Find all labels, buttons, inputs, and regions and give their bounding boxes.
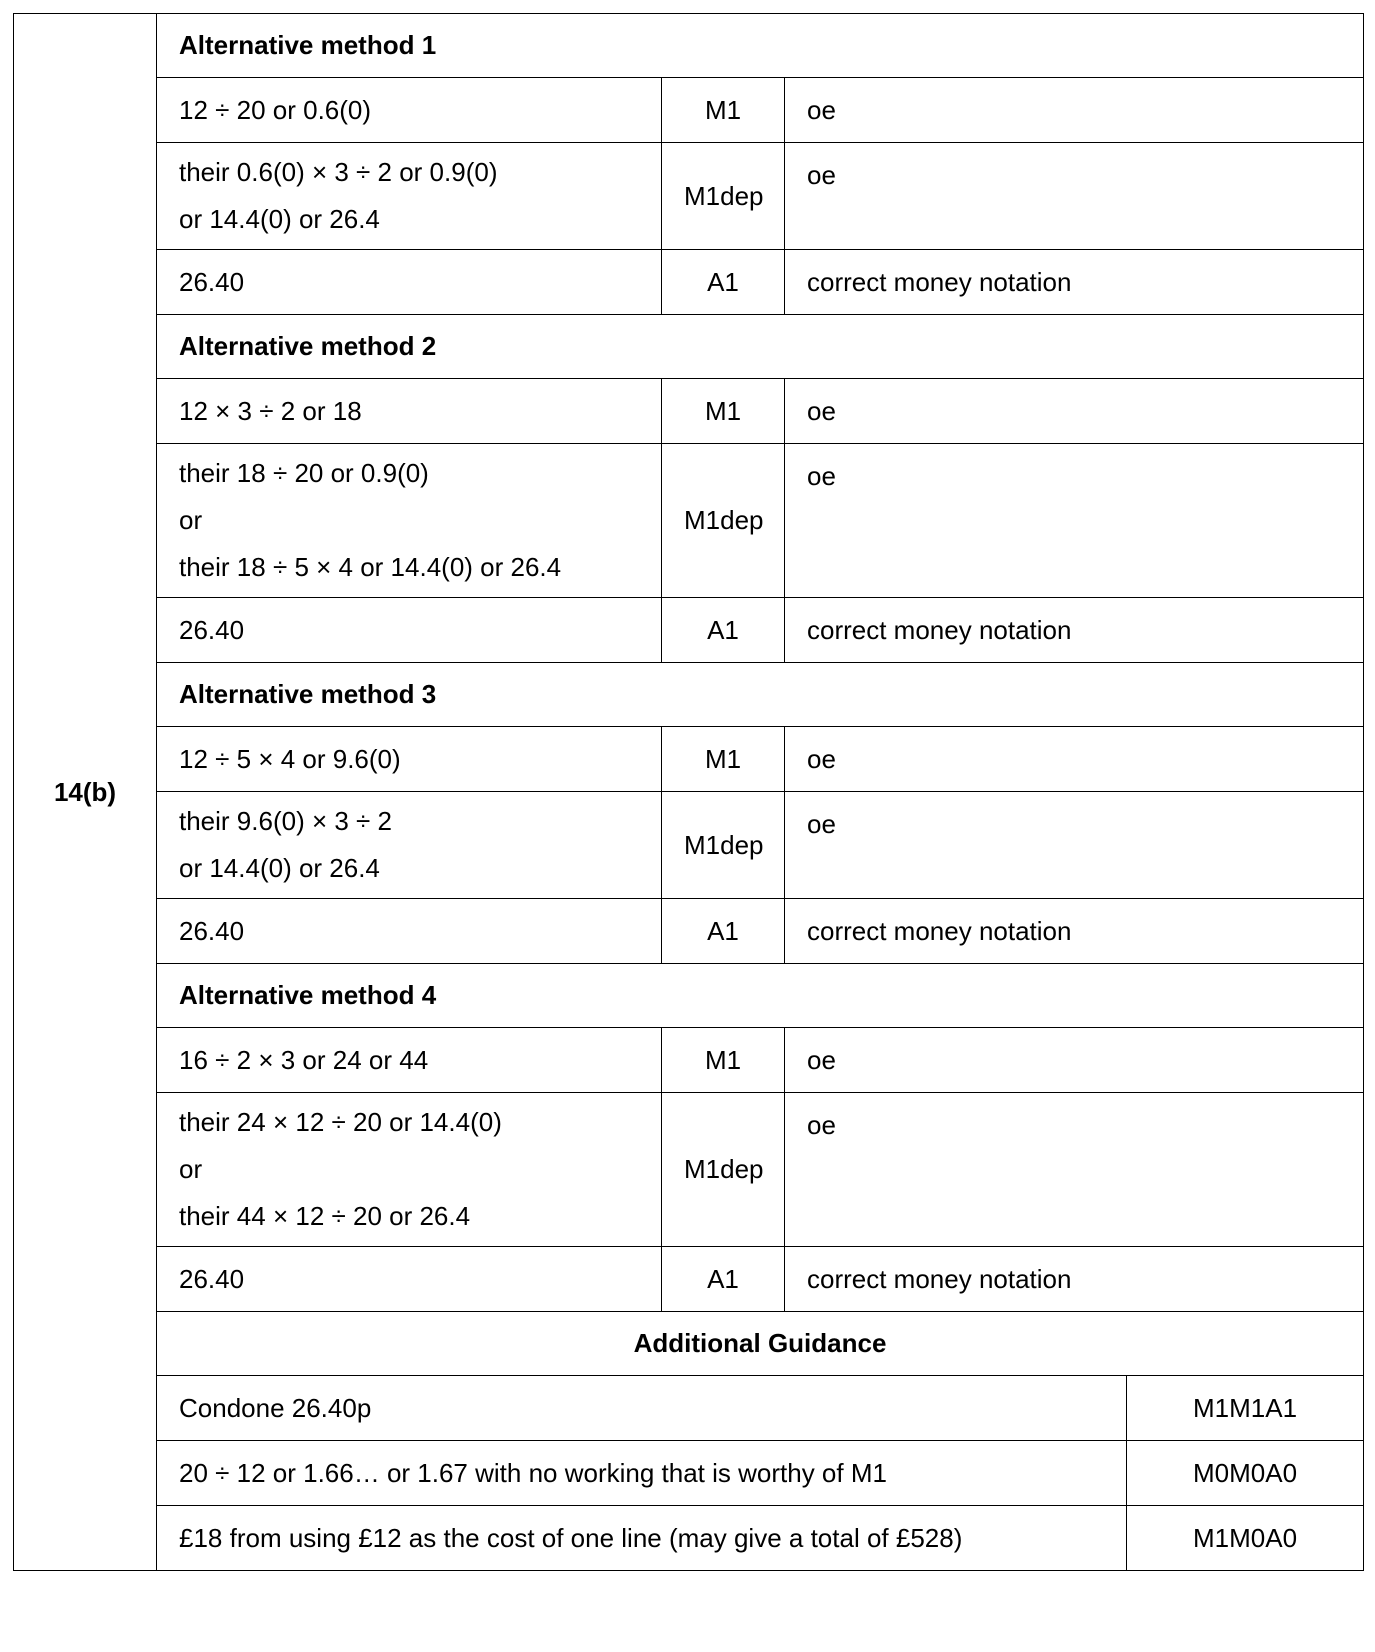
mark-cell: M1dep bbox=[662, 792, 785, 899]
method-step-row bbox=[14, 899, 1364, 964]
mark-cell: A1 bbox=[662, 1247, 785, 1312]
guidance-row bbox=[14, 1441, 1364, 1506]
guidance-mark: M1M0A0 bbox=[1127, 1506, 1364, 1571]
guidance-text: £18 from using £12 as the cost of one line (may give a total of £528) bbox=[157, 1506, 1127, 1571]
guidance-mark: M0M0A0 bbox=[1127, 1441, 1364, 1506]
working-line: their 24 × 12 ÷ 20 or 14.4(0) bbox=[179, 1107, 502, 1137]
mark-cell: M1 bbox=[662, 78, 785, 143]
comment-cell: correct money notation bbox=[785, 1247, 1364, 1312]
method-step-row bbox=[14, 143, 1364, 250]
working-line: their 18 ÷ 20 or 0.9(0) bbox=[179, 458, 429, 488]
method-step-row bbox=[14, 598, 1364, 663]
working-cell bbox=[157, 1093, 662, 1247]
guidance-text: Condone 26.40p bbox=[157, 1376, 1127, 1441]
comment-cell: oe bbox=[785, 792, 1364, 899]
mark-scheme-body bbox=[14, 14, 1364, 1571]
working-line: 26.40 bbox=[179, 915, 245, 946]
guidance-row bbox=[14, 1506, 1364, 1571]
mark-cell: M1dep bbox=[662, 444, 785, 598]
working-line: their 0.6(0) × 3 ÷ 2 or 0.9(0) bbox=[179, 157, 498, 187]
method-step-row bbox=[14, 1028, 1364, 1093]
comment-cell: correct money notation bbox=[785, 598, 1364, 663]
method-step-row bbox=[14, 444, 1364, 598]
method-step-row bbox=[14, 379, 1364, 444]
method-title: Alternative method 1 bbox=[157, 14, 1364, 78]
working-line: 12 × 3 ÷ 2 or 18 bbox=[179, 395, 362, 426]
mark-scheme-sheet bbox=[13, 13, 1363, 1571]
method-title: Alternative method 4 bbox=[157, 964, 1364, 1028]
mark-cell: M1 bbox=[662, 1028, 785, 1093]
working-line: their 44 × 12 ÷ 20 or 26.4 bbox=[179, 1201, 471, 1231]
comment-cell: oe bbox=[785, 727, 1364, 792]
working-line: 26.40 bbox=[179, 266, 245, 297]
comment-cell: correct money notation bbox=[785, 250, 1364, 315]
working-cell bbox=[157, 444, 662, 598]
question-number: 14(b) bbox=[14, 14, 157, 1571]
method-header-row bbox=[14, 964, 1364, 1028]
working-cell bbox=[157, 899, 662, 964]
working-cell bbox=[157, 1247, 662, 1312]
working-line: their 18 ÷ 5 × 4 or 14.4(0) or 26.4 bbox=[179, 552, 562, 582]
comment-cell: oe bbox=[785, 143, 1364, 250]
working-line: or 14.4(0) or 26.4 bbox=[179, 204, 380, 234]
working-line: 26.40 bbox=[179, 614, 245, 645]
method-step-row bbox=[14, 727, 1364, 792]
comment-cell: oe bbox=[785, 1093, 1364, 1247]
working-cell bbox=[157, 1028, 662, 1093]
working-cell bbox=[157, 78, 662, 143]
mark-cell: M1dep bbox=[662, 143, 785, 250]
method-step-row bbox=[14, 250, 1364, 315]
mark-cell: A1 bbox=[662, 899, 785, 964]
guidance-mark: M1M1A1 bbox=[1127, 1376, 1364, 1441]
method-step-row bbox=[14, 1247, 1364, 1312]
working-cell bbox=[157, 792, 662, 899]
method-header-row bbox=[14, 14, 1364, 78]
working-line: 12 ÷ 20 or 0.6(0) bbox=[179, 94, 372, 125]
comment-cell: correct money notation bbox=[785, 899, 1364, 964]
mark-cell: M1 bbox=[662, 727, 785, 792]
method-header-row bbox=[14, 663, 1364, 727]
working-cell bbox=[157, 727, 662, 792]
working-line: 12 ÷ 5 × 4 or 9.6(0) bbox=[179, 743, 401, 774]
working-cell bbox=[157, 598, 662, 663]
working-line: or 14.4(0) or 26.4 bbox=[179, 853, 380, 883]
method-title: Alternative method 3 bbox=[157, 663, 1364, 727]
working-line: or bbox=[179, 1154, 203, 1184]
comment-cell: oe bbox=[785, 78, 1364, 143]
working-cell bbox=[157, 250, 662, 315]
comment-cell: oe bbox=[785, 444, 1364, 598]
working-cell bbox=[157, 379, 662, 444]
guidance-header-row bbox=[14, 1312, 1364, 1376]
mark-scheme-table bbox=[13, 13, 1364, 1571]
guidance-row bbox=[14, 1376, 1364, 1441]
working-line: or bbox=[179, 505, 203, 535]
mark-cell: A1 bbox=[662, 598, 785, 663]
mark-cell: M1 bbox=[662, 379, 785, 444]
method-step-row bbox=[14, 78, 1364, 143]
working-line: 16 ÷ 2 × 3 or 24 or 44 bbox=[179, 1044, 429, 1075]
mark-cell: M1dep bbox=[662, 1093, 785, 1247]
method-title: Alternative method 2 bbox=[157, 315, 1364, 379]
mark-cell: A1 bbox=[662, 250, 785, 315]
working-line: 26.40 bbox=[179, 1263, 245, 1294]
method-header-row bbox=[14, 315, 1364, 379]
working-cell bbox=[157, 143, 662, 250]
method-step-row bbox=[14, 792, 1364, 899]
comment-cell: oe bbox=[785, 1028, 1364, 1093]
comment-cell: oe bbox=[785, 379, 1364, 444]
guidance-text: 20 ÷ 12 or 1.66… or 1.67 with no working that is worthy of M1 bbox=[157, 1441, 1127, 1506]
guidance-title: Additional Guidance bbox=[157, 1312, 1364, 1376]
working-line: their 9.6(0) × 3 ÷ 2 bbox=[179, 806, 392, 836]
method-step-row bbox=[14, 1093, 1364, 1247]
